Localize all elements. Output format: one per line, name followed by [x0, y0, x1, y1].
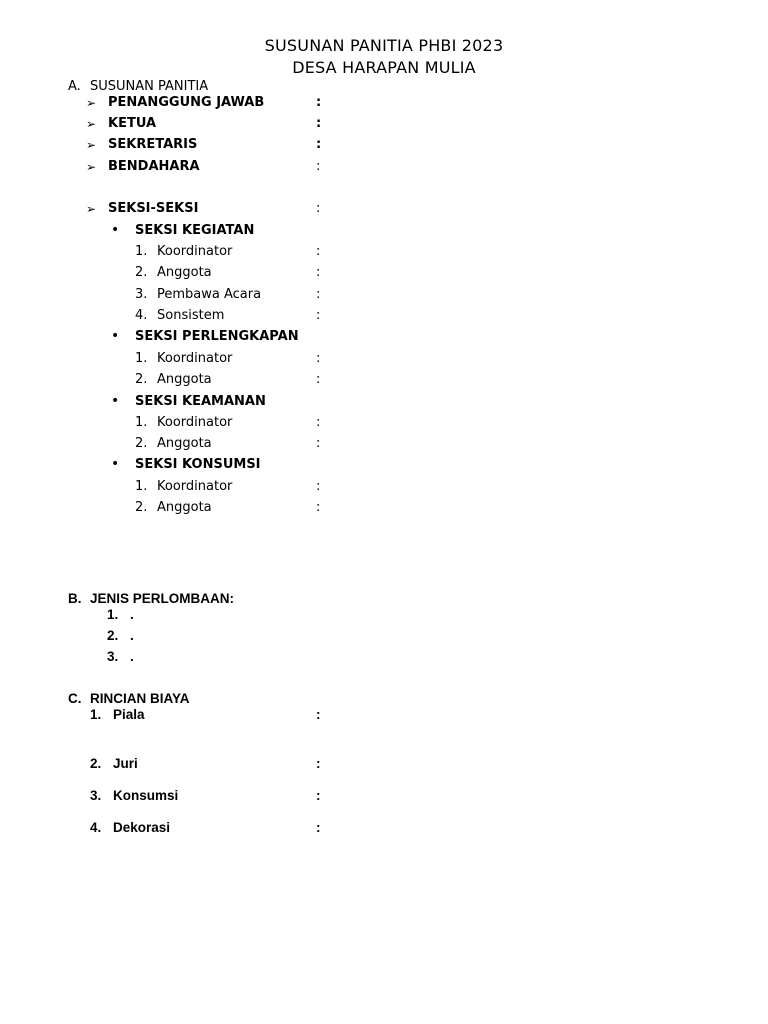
member-number: 2.	[135, 265, 148, 280]
arrow-bullet-icon: ➢	[86, 202, 97, 216]
member-colon: :	[316, 351, 321, 366]
member-label: Anggota	[157, 265, 212, 280]
subsection-title: SEKSI KEGIATAN	[135, 223, 255, 238]
role-colon: :	[316, 201, 321, 216]
cost-number: 1.	[90, 707, 102, 722]
role-colon: :	[316, 95, 322, 110]
document-title: SUSUNAN PANITIA PHBI 2023	[264, 36, 504, 55]
cost-colon: :	[316, 788, 321, 803]
member-number: 1.	[135, 415, 148, 430]
role-label: SEKSI-SEKSI	[108, 201, 199, 216]
section-c-letter: C.	[68, 691, 82, 706]
cost-label: Dekorasi	[113, 820, 171, 835]
list-item-text: .	[130, 649, 134, 664]
section-a-heading: SUSUNAN PANITIA	[90, 79, 209, 94]
member-colon: :	[316, 308, 321, 323]
member-label: Anggota	[157, 372, 212, 387]
role-label: PENANGGUNG JAWAB	[108, 95, 265, 110]
member-label: Anggota	[157, 500, 212, 515]
member-colon: :	[316, 500, 321, 515]
member-number: 2.	[135, 500, 148, 515]
arrow-bullet-icon: ➢	[86, 138, 97, 152]
section-b-heading: JENIS PERLOMBAAN:	[90, 591, 235, 606]
member-colon: :	[316, 372, 321, 387]
arrow-bullet-icon: ➢	[86, 96, 97, 110]
member-number: 1.	[135, 351, 148, 366]
subsection-title: SEKSI KONSUMSI	[135, 457, 261, 472]
cost-colon: :	[316, 707, 321, 722]
member-label: Koordinator	[157, 244, 233, 259]
role-label: KETUA	[108, 116, 157, 131]
role-colon: :	[316, 116, 322, 131]
cost-number: 4.	[90, 820, 102, 835]
cost-label: Konsumsi	[113, 788, 179, 803]
cost-number: 3.	[90, 788, 102, 803]
list-item-text: .	[130, 607, 134, 622]
arrow-bullet-icon: ➢	[86, 160, 97, 174]
subsection-title: SEKSI PERLENGKAPAN	[135, 329, 299, 344]
list-number: 2.	[107, 628, 119, 643]
subsection-title: SEKSI KEAMANAN	[135, 394, 266, 409]
member-colon: :	[316, 415, 321, 430]
member-label: Pembawa Acara	[157, 287, 262, 302]
member-label: Anggota	[157, 436, 212, 451]
member-label: Koordinator	[157, 351, 233, 366]
cost-number: 2.	[90, 756, 102, 771]
member-colon: :	[316, 287, 321, 302]
member-number: 3.	[135, 287, 148, 302]
member-label: Koordinator	[157, 479, 233, 494]
cost-colon: :	[316, 756, 321, 771]
list-item-text: .	[130, 628, 134, 643]
bullet-icon: •	[111, 393, 120, 409]
list-number: 3.	[107, 649, 119, 664]
member-colon: :	[316, 436, 321, 451]
list-number: 1.	[107, 607, 119, 622]
member-colon: :	[316, 265, 321, 280]
role-label: BENDAHARA	[108, 159, 200, 174]
member-colon: :	[316, 479, 321, 494]
arrow-bullet-icon: ➢	[86, 117, 97, 131]
role-colon: :	[316, 137, 322, 152]
member-number: 2.	[135, 372, 148, 387]
cost-label: Piala	[113, 707, 145, 722]
member-label: Koordinator	[157, 415, 233, 430]
document-subtitle: DESA HARAPAN MULIA	[292, 58, 476, 77]
bullet-icon: •	[111, 456, 120, 472]
member-number: 1.	[135, 479, 148, 494]
cost-label: Juri	[113, 756, 138, 771]
section-b-letter: B.	[68, 591, 82, 606]
bullet-icon: •	[111, 328, 120, 344]
member-number: 1.	[135, 244, 148, 259]
role-label: SEKRETARIS	[108, 137, 198, 152]
role-colon: :	[316, 159, 321, 174]
bullet-icon: •	[111, 222, 120, 238]
section-a-letter: A.	[68, 79, 81, 94]
cost-colon: :	[316, 820, 321, 835]
member-colon: :	[316, 244, 321, 259]
member-label: Sonsistem	[157, 308, 225, 323]
section-c-heading: RINCIAN BIAYA	[90, 691, 190, 706]
member-number: 4.	[135, 308, 148, 323]
member-number: 2.	[135, 436, 148, 451]
